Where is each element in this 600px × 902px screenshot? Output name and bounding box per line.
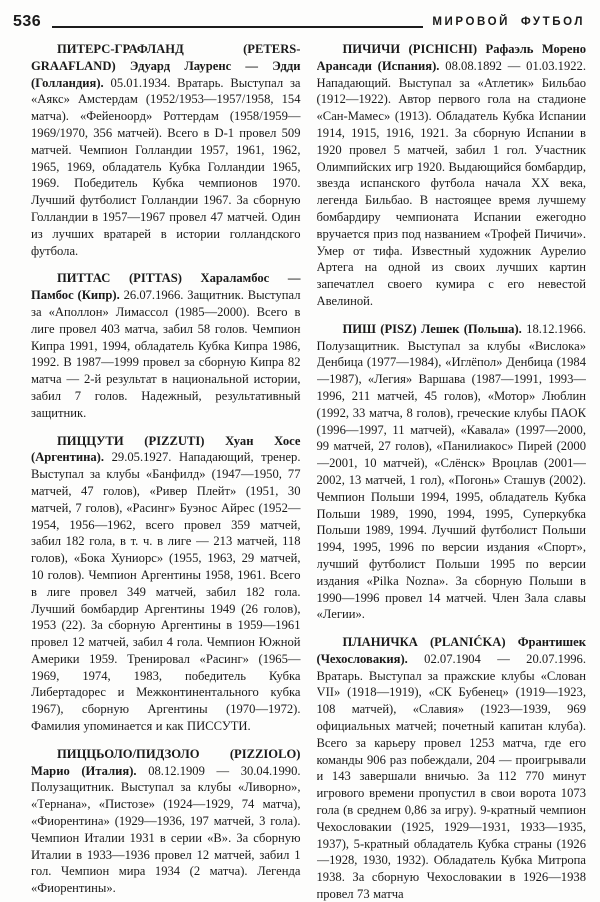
entry-pichichi: [317, 41, 587, 310]
right-column: [317, 41, 587, 901]
entry-headword: ПИЦЦЬОЛО/ПИДЗОЛО (PIZZIOLO) Марио (Италия).: [31, 746, 301, 778]
page-header: [0, 0, 600, 29]
entry-body: 18.12.1966. Полузащитник. Выступал за клубы «Вислока» Денбица (1977—1984), «Иглёпол» Денбица (1984—1987), «Легия» Варшава (1987—1991, 1993—1996, 211 матчей, 45 голов), «Мотор» Люблин (1992, 33 матча, 8 голов), греческие клубы ПАОК (1996—1997, 11 матчей), «Кавала» (1997—2000, 99 матчей, 27 голов), «Панилиакос» Пирей (2000—2001, 10 матчей), «Слёнск» Вроцлав (2001—2002, 13 матчей, 1 гол), «Погонь» Сташув (2002). Чемпион Польши 1994, 1995, обладатель Кубка Польши 1989, 1990, 1994, 1995, Суперкубка Польши 1989, 1994. Лучший футболист Польши 1994, 1995, 1996 по версии издания «Спорт», лучший футболист Польши 1995 по версии издания «Pilka Nozna». За сборную Польши в 1990—1996 провел 14 матчей. Член Зала славы «Легии».: [316, 321, 586, 622]
entry-body: 08.12.1909 — 30.04.1990. Полузащитник. Выступал за клубы «Ливорно», «Тернана», «Пистозе» (1924—1929, 74 матча), «Фиорентина» (1929—1936, 197 матчей, 3 гола). Чемпион Италии 1931 в серии «В». За сборную Италии в 1933—1936 провел 12 матчей, забил 1 гол. Чемпион мира 1934 (2 матча). Легенда «Фиорентины».: [31, 763, 301, 896]
left-column: [31, 41, 301, 901]
header-rule: [52, 26, 423, 28]
entry-body: 29.05.1927. Нападающий, тренер. Выступал за клубы «Банфилд» (1947—1950, 77 матчей, 47 голов), «Ривер Плейт» (1951, 30 матчей, 7 голов), «Расинг» Буэнос Айрес (1952—1954, 1956—1962, всего провел 359 матчей, забил 182 гола, в т. ч. в лиге — 213 матчей, 118 голов), «Бока Хуниорс» (1955, 1963, 29 матчей, 10 голов). Чемпион Аргентины 1958, 1961. Всего в лиге провел 349 матчей, забил 182 гола. Лучший бомбардир Аргентины 1949 (26 голов), 1953 (22). За сборную Аргентины в 1959—1961 провел 12 матчей, забил 4 гола. Чемпион Южной Америки 1959. Тренировал «Расинг» (1965—1969, 1974, 1983, победитель Кубка Либертадорес и Межконтинентального кубка 1967), сборную Аргентины (1970—1972). Фамилия упоминается и как ПИССУТИ.: [31, 450, 301, 734]
entry-body: 02.07.1904 — 20.07.1996. Вратарь. Выступал за пражские клубы «Слован VII» (1918—1919), «СК Бубенец» (1919—1923, 108 матчей), «Славия» (1923—1939, 969 официальных матчей; почетный капитан клуба). Всего за карьеру провел 1253 матча, где его команды 906 раз побеждали, 204 — проигрывали и 143 завершали вничью. За 112 770 минут игрового времени пропустил в свои ворота 1073 гола (в среднем 0,86 за игру). 9-кратный чемпион Чехословакии (1925, 1929—1931, 1933—1935, 1937), 5-кратный обладатель Кубка страны (1926—1928, 1930, 1932). Обладатель Кубка Митропа 1938. За сборную Чехословакии в 1926—1938 провел 73 матча: [316, 651, 586, 901]
entry-peters-graafland: [31, 41, 301, 259]
entry-headword: ПИЧИЧИ (PICHICHI) Рафаэль Морено Арансади (Испания).: [316, 42, 586, 73]
entry-headword: ПЛАНИЧКА (PLANIĆKA) Франтишек (Чехословакия).: [316, 635, 586, 666]
entry-body: 05.01.1934. Вратарь. Выступал за «Аякс» Амстердам (1952/1953—1957/1958, 154 матча). «Фейеноорд» Роттердам (1958/1959—1969/1970, 356 матчей). Всего в D-1 провел 509 матчей. Чемпион Голландии 1957, 1961, 1962, 1965, 1969, обладатель Кубка Голландии 1965, 1969. Победитель Кубка чемпионов 1970. Лучший футболист Голландии 1967. За сборную Голландии в 1957—1967 провел 47 матчей. Один из лучших вратарей в истории голландского футбола.: [31, 75, 301, 258]
text-columns: [0, 29, 600, 901]
running-title: МИРОВОЙ ФУТБОЛ: [432, 16, 585, 28]
entry-pittas: [31, 270, 301, 421]
entry-headword: ПИТТАС (PITTAS) Хараламбос — Памбос (Кипр).: [31, 271, 301, 303]
entry-headword: ПИТЕРС-ГРАФЛАНД (PETERS-GRAAFLAND) Эдуард Лауренс — Эдди (Голландия).: [31, 42, 301, 90]
entry-pisz: [317, 321, 587, 623]
page-number: 536: [13, 13, 42, 30]
entry-body: 08.08.1892 — 01.03.1922. Нападающий. Выступал за «Атлетик» Бильбао (1912—1922). Автор первого гола на стадионе «Сан-Мамес» (1913). Обладатель Кубка Испании 1914, 1915, 1916, 1921. За сборную Испании в 1920 провел 5 матчей, забил 1 гол. Участник Олимпийских игр 1920. Выдающийся бомбардир, звезда испанского футбола начала XX века, легенда Бильбао. В настоящее время лучшему бомбардиру чемпионата Испании ежегодно вручается приз под названием «Трофей Пичичи». Умер от тифа. Известный художник Аурелио Артега на одной из своих лучших картин запечатлел своего кумира с его невестой Авелиной.: [316, 58, 586, 308]
entry-headword: ПИШ (PISZ) Лешек (Польша).: [342, 321, 522, 336]
entry-pizzuti: [31, 433, 301, 735]
entry-headword: ПИЦЦУТИ (PIZZUTI) Хуан Хосе (Аргентина).: [31, 433, 301, 465]
entry-pizziolo: [31, 746, 301, 897]
entry-body: 26.07.1966. Защитник. Выступал за «Аполлон» Лимассол (1985—2000). Всего в лиге провел 403 матча, забил 58 голов. Чемпион Кипра 1991, 1994, обладатель Кубка Кипра 1986, 1992. В 1987—1999 провел за сборную Кипра 82 матча — 2-й результат в национальной истории, забил 7 голов. Надежный, результативный защитник.: [31, 288, 301, 420]
entry-planicka: [317, 634, 587, 901]
